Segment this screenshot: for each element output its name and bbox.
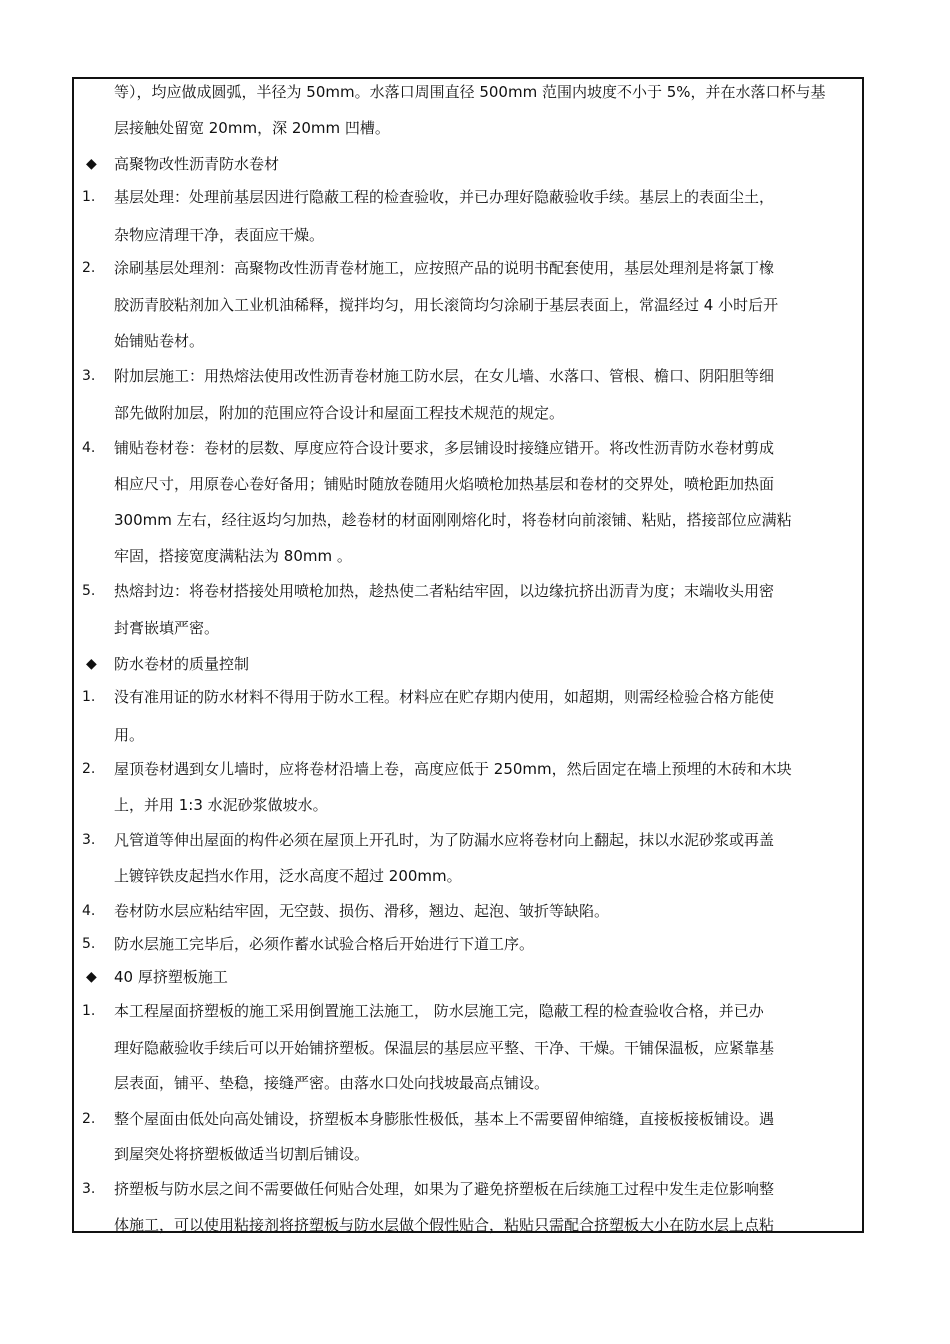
heading-text: 防水卷材的质量控制: [114, 655, 250, 673]
paragraph-text: 层表面，铺平、垫稳，接缝严密。由落水口处向找坡最高点铺设。: [114, 1074, 550, 1092]
paragraph-text: 封膏嵌填严密。: [114, 619, 220, 637]
paragraph-text: 卷材防水层应粘结牢固，无空鼓、损伤、滑移，翘边、起泡、皱折等缺陷。: [114, 902, 610, 920]
paragraph-text: 整个屋面由低处向高处铺设，挤塑板本身膨胀性极低，基本上不需要留伸缩缝，直接板接板铺设。遇: [114, 1110, 775, 1128]
list-number: 5.: [82, 936, 96, 952]
diamond-bullet-icon: ◆: [86, 969, 97, 985]
paragraph-text: 部先做附加层，附加的范围应符合设计和屋面工程技术规范的规定。: [114, 404, 565, 422]
paragraph-text: 屋顶卷材遇到女儿墙时，应将卷材沿墙上卷，高度应低于 250mm，然后固定在墙上预埋的木砖和木块: [114, 760, 792, 778]
paragraph-text: 上镀锌铁皮起挡水作用，泛水高度不超过 200mm。: [114, 867, 462, 885]
paragraph-text: 附加层施工：用热熔法使用改性沥青卷材施工防水层，在女儿墙、水落口、管根、檐口、阴阳胆等细: [114, 367, 775, 385]
diamond-bullet-icon: ◆: [86, 656, 97, 672]
paragraph-text: 基层处理：处理前基层因进行隐蔽工程的检查验收，并已办理好隐蔽验收手续。基层上的表面尘土，: [114, 188, 775, 206]
paragraph-text: 用。: [114, 726, 145, 744]
paragraph-text: 等），均应做成圆弧，半径为 50mm。水落口周围直径 500mm 范围内坡度不小于 5%，并在水落口杯与基: [114, 83, 826, 101]
list-number: 3.: [82, 1181, 96, 1197]
paragraph-text: 相应尺寸，用原卷心卷好备用；铺贴时随放卷随用火焰喷枪加热基层和卷材的交界处，喷枪距加热面: [114, 475, 775, 493]
paragraph-text: 300mm 左右，经往返均匀加热，趁卷材的材面刚刚熔化时，将卷材向前滚铺、粘贴，搭接部位应满粘: [114, 511, 792, 529]
list-number: 1.: [82, 689, 96, 705]
diamond-bullet-icon: ◆: [86, 156, 97, 172]
paragraph-text: 层接触处留宽 20mm，深 20mm 凹槽。: [114, 119, 390, 137]
paragraph-text: 凡管道等伸出屋面的构件必须在屋顶上开孔时，为了防漏水应将卷材向上翻起，抹以水泥砂浆或再盖: [114, 831, 775, 849]
list-number: 5.: [82, 583, 96, 599]
paragraph-text: 体施工，可以使用粘接剂将挤塑板与防水层做个假性贴合，粘贴只需配合挤塑板大小在防水层上点粘: [114, 1216, 775, 1234]
list-number: 4.: [82, 903, 96, 919]
list-number: 1.: [82, 1003, 96, 1019]
paragraph-text: 理好隐蔽验收手续后可以开始铺挤塑板。保温层的基层应平整、干净、干燥。干铺保温板，应紧靠基: [114, 1039, 775, 1057]
list-number: 2.: [82, 761, 96, 777]
list-number: 3.: [82, 368, 96, 384]
list-number: 1.: [82, 189, 96, 205]
list-number: 4.: [82, 440, 96, 456]
paragraph-text: 牢固，搭接宽度满粘法为 80mm 。: [114, 547, 352, 565]
heading-text: 40 厚挤塑板施工: [114, 968, 228, 986]
paragraph-text: 涂刷基层处理剂：高聚物改性沥青卷材施工，应按照产品的说明书配套使用，基层处理剂是将氯丁橡: [114, 259, 775, 277]
paragraph-text: 没有准用证的防水材料不得用于防水工程。材料应在贮存期内使用，如超期，则需经检验合格方能使: [114, 688, 775, 706]
list-number: 2.: [82, 260, 96, 276]
paragraph-text: 防水层施工完毕后，必须作蓄水试验合格后开始进行下道工序。: [114, 935, 535, 953]
paragraph-text: 始铺贴卷材。: [114, 332, 205, 350]
document-frame: [72, 77, 864, 1233]
paragraph-text: 挤塑板与防水层之间不需要做任何贴合处理，如果为了避免挤塑板在后续施工过程中发生走位影响整: [114, 1180, 775, 1198]
paragraph-text: 胶沥青胶粘剂加入工业机油稀释，搅拌均匀，用长滚筒均匀涂刷于基层表面上，常温经过 4 小时后开: [114, 296, 779, 314]
paragraph-text: 本工程屋面挤塑板的施工采用倒置施工法施工， 防水层施工完，隐蔽工程的检查验收合格，并已办: [114, 1002, 764, 1020]
list-number: 2.: [82, 1111, 96, 1127]
paragraph-text: 铺贴卷材卷：卷材的层数、厚度应符合设计要求，多层铺设时接缝应错开。将改性沥青防水卷材剪成: [114, 439, 775, 457]
list-number: 3.: [82, 832, 96, 848]
paragraph-text: 到屋突处将挤塑板做适当切割后铺设。: [114, 1145, 370, 1163]
heading-text: 高聚物改性沥青防水卷材: [114, 155, 280, 173]
paragraph-text: 杂物应清理干净，表面应干燥。: [114, 226, 325, 244]
paragraph-text: 上，并用 1:3 水泥砂浆做坡水。: [114, 796, 328, 814]
paragraph-text: 热熔封边：将卷材搭接处用喷枪加热，趁热使二者粘结牢固，以边缘抗挤出沥青为度；末端收头用密: [114, 582, 775, 600]
